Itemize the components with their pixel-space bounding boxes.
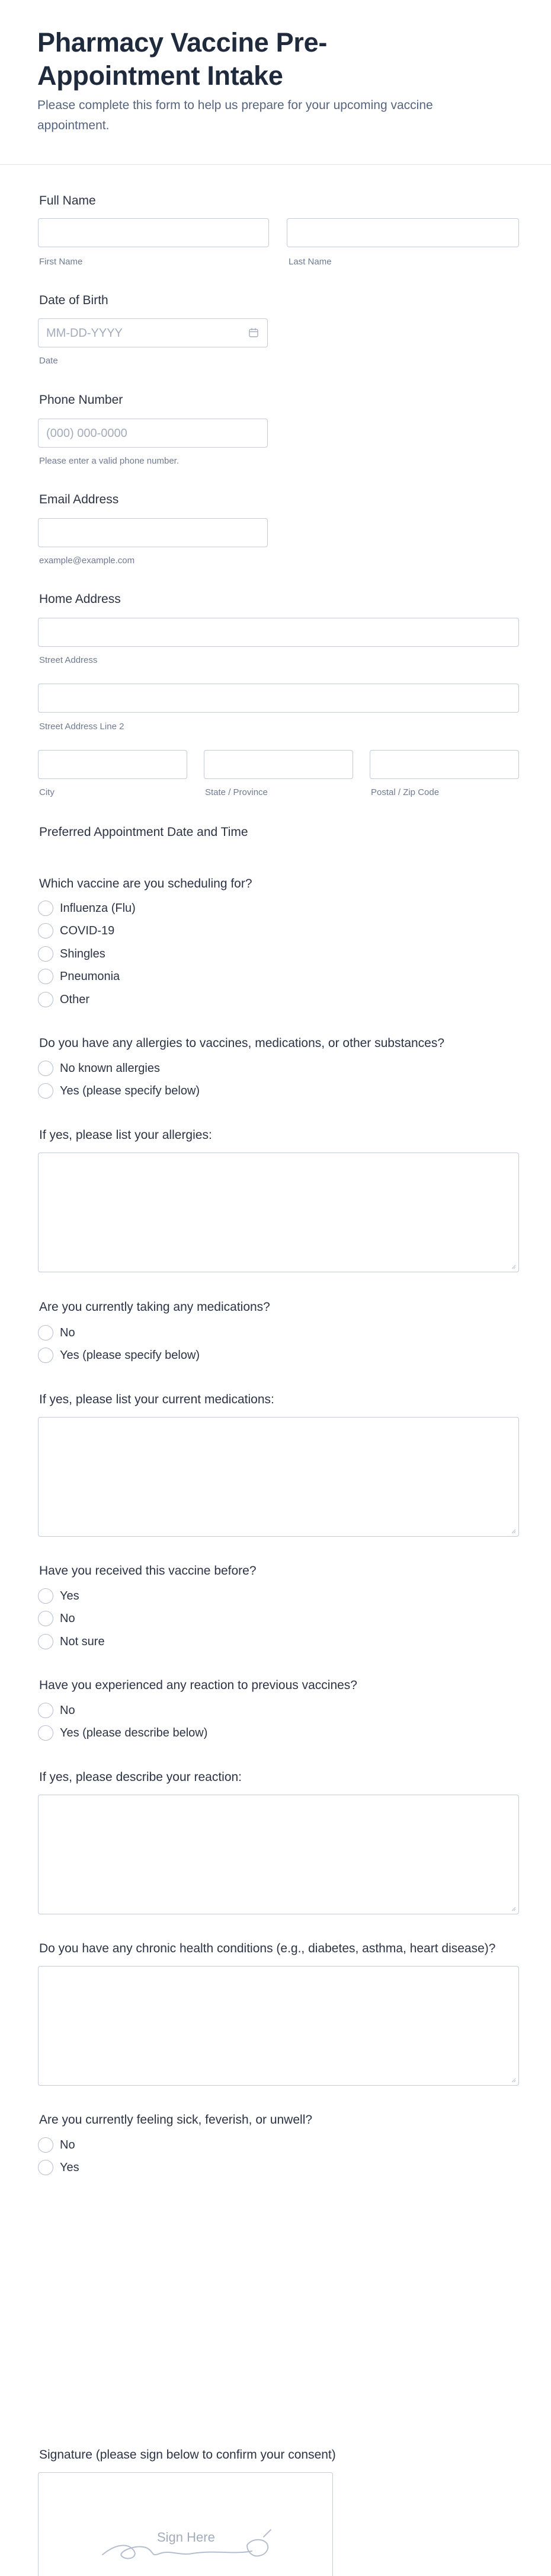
state-sublabel: State / Province xyxy=(205,787,268,797)
chronic-conditions-textarea[interactable] xyxy=(38,1966,519,2086)
state-input[interactable] xyxy=(204,750,353,779)
medications-option-no[interactable]: No xyxy=(38,1324,453,1341)
street-address-sublabel: Street Address xyxy=(39,655,98,665)
vaccine-option-shingles[interactable]: Shingles xyxy=(38,946,453,962)
radio-circle[interactable] xyxy=(38,992,53,1007)
radio-circle[interactable] xyxy=(38,1588,53,1604)
allergies-textarea[interactable] xyxy=(38,1153,519,1272)
radio-circle[interactable] xyxy=(38,1634,53,1649)
radio-circle[interactable] xyxy=(38,901,53,916)
signature-label: Signature (please sign below to confirm your consent) xyxy=(39,2448,336,2462)
last-name-sublabel: Last Name xyxy=(289,257,332,267)
radio-circle[interactable] xyxy=(38,1348,53,1363)
received-before-option-not-sure[interactable]: Not sure xyxy=(38,1633,453,1650)
email-label: Email Address xyxy=(39,493,119,506)
form-description: Please complete this form to help us prepare for your upcoming vaccine appointment. xyxy=(37,98,433,132)
dob-sublabel: Date xyxy=(39,356,58,366)
zip-input[interactable] xyxy=(370,750,519,779)
reaction-option-yes[interactable]: Yes (please describe below) xyxy=(38,1725,453,1741)
allergies-label: Do you have any allergies to vaccines, medications, or other substances? xyxy=(39,1036,445,1050)
radio-circle[interactable] xyxy=(38,1061,53,1076)
address-label: Home Address xyxy=(39,592,121,606)
reaction-describe-label: If yes, please describe your reaction: xyxy=(39,1770,242,1784)
resize-grip-icon[interactable] xyxy=(510,2077,516,2083)
allergies-option-no[interactable]: No known allergies xyxy=(38,1060,453,1077)
vaccine-option-pneumonia[interactable]: Pneumonia xyxy=(38,968,453,985)
feeling-sick-option-yes[interactable]: Yes xyxy=(38,2159,453,2176)
appointment-label: Preferred Appointment Date and Time xyxy=(39,825,248,839)
radio-circle[interactable] xyxy=(38,946,53,962)
resize-grip-icon[interactable] xyxy=(510,1528,516,1534)
last-name-input[interactable] xyxy=(287,218,519,247)
full-name-label: Full Name xyxy=(39,194,96,208)
vaccine-option-flu[interactable]: Influenza (Flu) xyxy=(38,900,453,917)
signature-placeholder: Sign Here xyxy=(157,2530,215,2545)
phone-sublabel: Please enter a valid phone number. xyxy=(39,456,179,466)
medications-option-yes[interactable]: Yes (please specify below) xyxy=(38,1347,453,1364)
radio-circle[interactable] xyxy=(38,1083,53,1099)
email-sublabel: example@example.com xyxy=(39,556,135,566)
signature-scribble-icon xyxy=(39,2473,334,2576)
vaccine-label: Which vaccine are you scheduling for? xyxy=(39,877,252,890)
zip-sublabel: Postal / Zip Code xyxy=(371,787,440,797)
first-name-sublabel: First Name xyxy=(39,257,83,267)
city-input[interactable] xyxy=(38,750,187,779)
radio-circle[interactable] xyxy=(38,1611,53,1626)
allergies-list-label: If yes, please list your allergies: xyxy=(39,1128,212,1142)
calendar-icon[interactable] xyxy=(248,327,259,338)
city-sublabel: City xyxy=(39,787,55,797)
received-before-label: Have you received this vaccine before? xyxy=(39,1564,257,1578)
street-address-line2-input[interactable] xyxy=(38,684,519,713)
medications-label: Are you currently taking any medications? xyxy=(39,1300,270,1314)
reaction-option-no[interactable]: No xyxy=(38,1702,453,1719)
form-title: Pharmacy Vaccine Pre-Appointment Intake xyxy=(37,27,328,91)
radio-circle[interactable] xyxy=(38,2160,53,2175)
radio-circle[interactable] xyxy=(38,1725,53,1741)
form-header xyxy=(0,0,551,165)
phone-input[interactable]: (000) 000-0000 xyxy=(38,419,268,448)
phone-label: Phone Number xyxy=(39,393,123,407)
allergies-option-yes[interactable]: Yes (please specify below) xyxy=(38,1083,453,1099)
received-before-option-no[interactable]: No xyxy=(38,1610,453,1627)
resize-grip-icon[interactable] xyxy=(510,1905,516,1911)
radio-circle[interactable] xyxy=(38,1703,53,1718)
email-input[interactable] xyxy=(38,518,268,547)
dob-input[interactable]: MM-DD-YYYY xyxy=(38,318,268,347)
radio-circle[interactable] xyxy=(38,1325,53,1340)
reaction-textarea[interactable] xyxy=(38,1795,519,1914)
radio-circle[interactable] xyxy=(38,2137,53,2153)
medications-textarea[interactable] xyxy=(38,1417,519,1537)
signature-pad[interactable] xyxy=(38,2472,333,2576)
dob-label: Date of Birth xyxy=(39,293,108,307)
received-before-option-yes[interactable]: Yes xyxy=(38,1588,453,1604)
vaccine-option-covid[interactable]: COVID-19 xyxy=(38,922,453,939)
feeling-sick-label: Are you currently feeling sick, feverish, or unwell? xyxy=(39,2113,313,2127)
reaction-label: Have you experienced any reaction to previous vaccines? xyxy=(39,1678,357,1692)
medications-list-label: If yes, please list your current medications: xyxy=(39,1393,274,1406)
radio-circle[interactable] xyxy=(38,923,53,939)
radio-circle[interactable] xyxy=(38,969,53,984)
feeling-sick-option-no[interactable]: No xyxy=(38,2137,453,2153)
street-address-input[interactable] xyxy=(38,618,519,647)
resize-grip-icon[interactable] xyxy=(510,1263,516,1269)
chronic-conditions-label: Do you have any chronic health conditions (e.g., diabetes, asthma, heart disease)? xyxy=(39,1942,496,1955)
first-name-input[interactable] xyxy=(38,218,269,247)
vaccine-option-other[interactable]: Other xyxy=(38,991,453,1008)
street-address-line2-sublabel: Street Address Line 2 xyxy=(39,722,124,732)
